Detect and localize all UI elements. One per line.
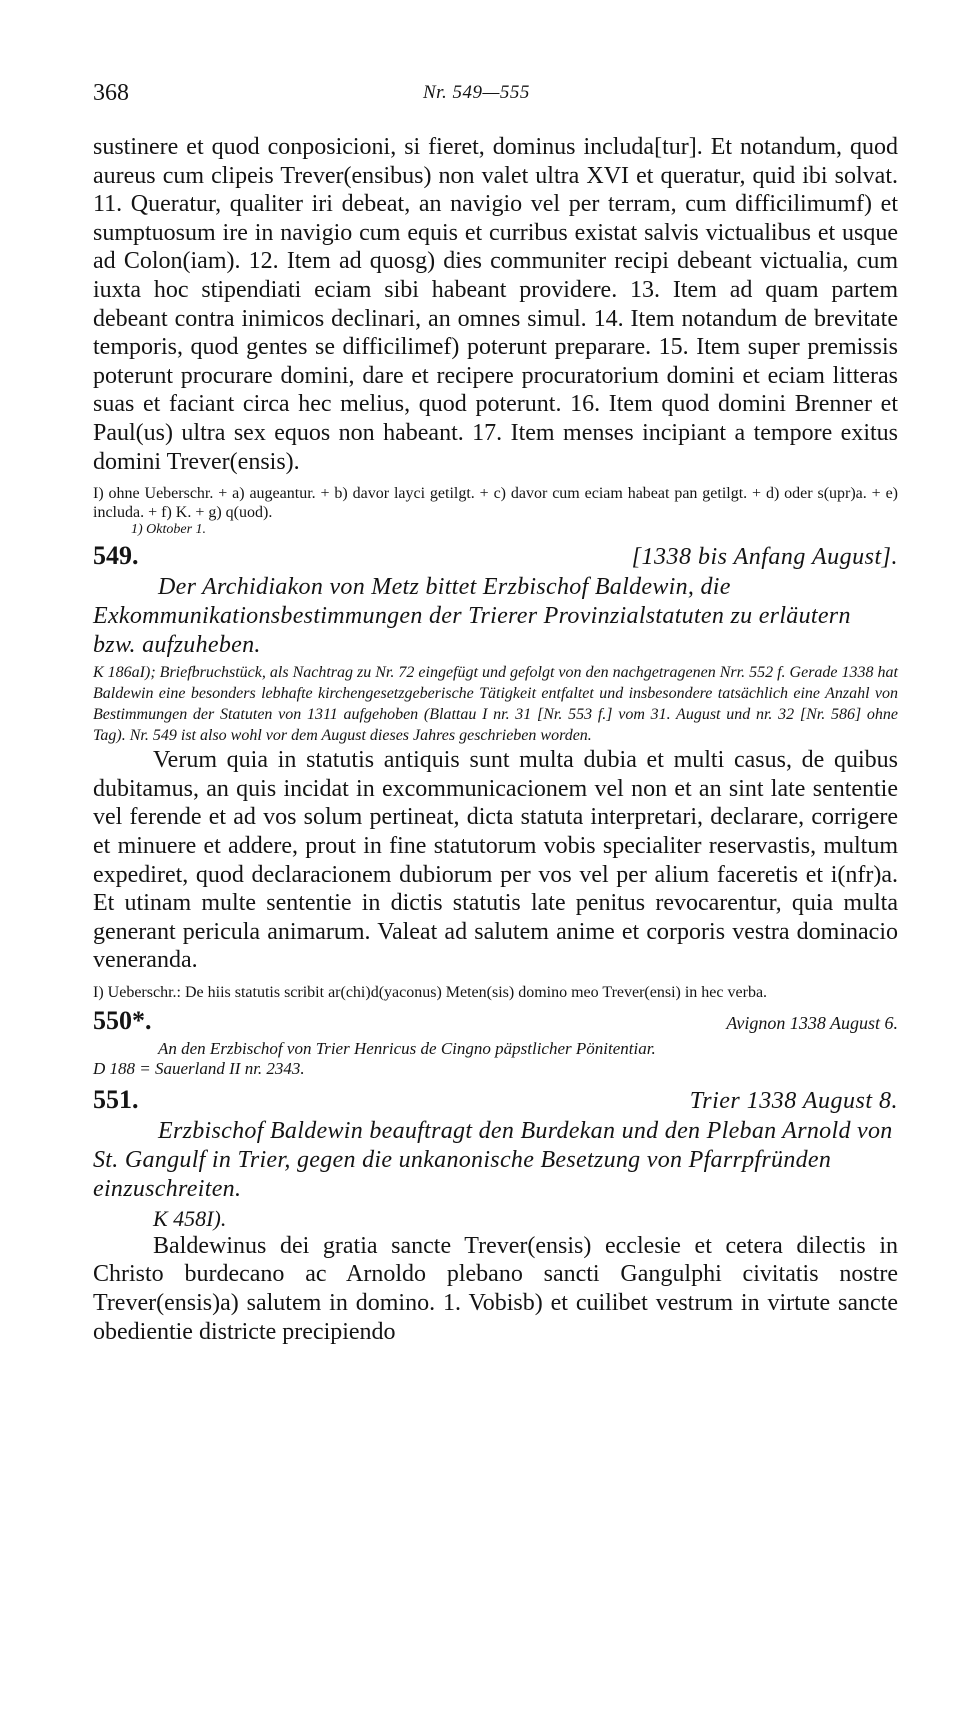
doc-551-text: Baldewinus dei gratia sancte Trever(ensis) ecclesie et cetera dilectis in Christo burdecano ac Arnoldo plebano sancti Gangulphi civitatis nostre Trever(ensis)a) salutem in domino. 1. Vobisb) et cuilibet vestrum in virtute sancte obedientie districte precipiendo: [93, 1232, 898, 1345]
doc-551-date: Trier 1338 August 8.: [689, 1087, 898, 1114]
doc-551-heading: [93, 1085, 898, 1115]
doc-551-number: 551.: [93, 1084, 139, 1114]
doc-549-text: Verum quia in statutis antiquis sunt multa dubia et multi casus, de quibus dubitamus, an quis incidat in excommunicacionem vel non et an sint late sententie vel ferende et ad vos solum pertineat, dicta statuta interpretari, declarare, corrigere et minuere et addere, prout in fine statutorum vobis specialiter reservastis, multum expediret, quod declaracionem dubiorum per vos vel per alium faceretis et i(nfr)a. Et utinam multe sententie in dictis statutis late penitus revocarentur, quia multa generant pericula animarum. Valeat ad salutem anime et corporis vestra dominacio veneranda.: [93, 747, 898, 974]
doc-551-siglum: K 458I).: [153, 1205, 227, 1231]
doc-551-regest: Erzbischof Baldewin beauftragt den Burdekan und den Pleban Arnold von St. Gangulf in Trier, gegen die unkanonische Besetzung von Pfarrpfründen einzuschreiten.: [93, 1117, 893, 1202]
previous-document-subnote: 1) Oktober 1.: [131, 522, 207, 538]
doc-550-date: Avignon 1338 August 6.: [726, 1012, 898, 1033]
doc-550-regest: An den Erzbischof von Trier Henricus de Cingno päpstlicher Pönitentiar.: [158, 1038, 656, 1058]
doc-549-number: 549.: [93, 541, 139, 571]
doc-549-regest: Der Archidiakon von Metz bittet Erzbischof Baldewin, die Exkommunikationsbestimmungen der Trierer Provinzialstatuten zu erläutern bzw. aufzuheben.: [93, 574, 851, 659]
doc-549-date: [1338 bis Anfang August].: [631, 544, 898, 571]
doc-549-footnote: I) Ueberschr.: De hiis statutis scribit ar(chi)d(yaconus) Meten(sis) domino meo Trever(ensi) in hec verba.: [93, 983, 768, 1001]
doc-550-number: 550*.: [93, 1005, 152, 1035]
doc-549-note: K 186aI); Briefbruchstück, als Nachtrag zu Nr. 72 eingefügt und gefolgt von den nachgetragenen Nrr. 552 f. Gerade 1338 hat Baldewin eine besonders lebhafte kirchengesetzgeberische Tätigkeit entfaltet und insbesondere tatsächlich eine Anzahl von Bestimmungen der Statuten von 1311 aufgehoben (Blattau I nr. 31 [Nr. 553 f.] vom 31. August und nr. 32 [Nr. 586] ohne Tag). Nr. 549 ist also wohl vor dem August dieses Jahres geschrieben worden.: [93, 664, 898, 745]
page-number: 368: [93, 80, 129, 106]
doc-550-siglum: D 188 = Sauerland II nr. 2343.: [93, 1058, 305, 1078]
page-header: [93, 80, 898, 110]
doc-550-heading: [93, 1006, 898, 1036]
page-content: [93, 133, 898, 1346]
running-title: Nr. 549—555: [423, 82, 530, 103]
previous-document-text: sustinere et quod conposicioni, si fieret, dominus includa[tur]. Et notandum, quod aureus cum clipeis Trever(ensibus) non valet ultra XVI et queratur, quid ibi solvat. 11. Queratur, qualiter iri debeat, an navigio vel per terram, cum difficilimumf) et sumptuosum ire in navigio cum equis et curribus existat salvis victualibus et usque ad Colon(iam). 12. Item ad quosg) dies communiter recipi debeant victualia, cum iuxta hoc stipendiati eciam sibi habeant providere. 13. Item ad quam partem debeant contra inimicos declinari, an omnes simul. 14. Item notandum de brevitate temporis, quod gentes se difficilimef) poterunt preparare. 15. Item super premissis poterunt procurare domini, dare et recipere procuratorium domini et eciam litteras suas et faciant circa hec melius, quod poterunt. 16. Item quod domini Brenner et Paul(us) ultra sex equos non habeant. 17. Item menses incipiant a tempore exitus domini Trever(ensis).: [93, 134, 898, 475]
doc-549-heading: [93, 541, 898, 571]
previous-document-footnotes: I) ohne Ueberschr. + a) augeantur. + b) davor layci getilgt. + c) davor cum eciam habeat pan getilgt. + d) oder s(upr)a. + e) includa. + f) K. + g) q(uod).: [93, 485, 898, 522]
